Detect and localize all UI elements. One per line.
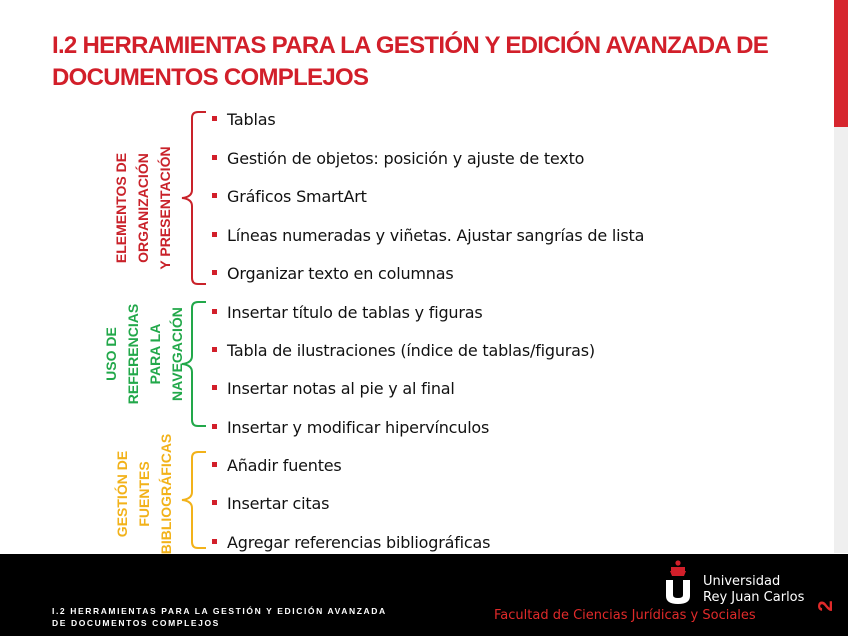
university-logo-icon — [660, 558, 696, 606]
bullet-icon — [212, 232, 217, 237]
group-label-line: PARA LA — [147, 323, 163, 385]
list-item-text: Agregar referencias bibliográficas — [227, 533, 491, 552]
list-item-text: Tabla de ilustraciones (índice de tablas/figuras) — [227, 341, 595, 360]
bullet-icon — [212, 500, 217, 505]
brace-organizacion — [174, 110, 210, 286]
list-item-text: Gestión de objetos: posición y ajuste de texto — [227, 149, 585, 168]
right-edge-strip — [834, 127, 848, 553]
footer-caption-line: DE DOCUMENTOS COMPLEJOS — [52, 618, 220, 628]
group-label-line: REFERENCIAS — [125, 303, 141, 405]
group-label-line: Y PRESENTACIÓN — [157, 146, 173, 270]
group-label-line: BIBLIOGRÁFICAS — [158, 433, 174, 555]
bullet-icon — [212, 116, 217, 121]
group-label-line: ORGANIZACIÓN — [135, 153, 151, 263]
list-item-text: Añadir fuentes — [227, 456, 342, 475]
list-item — [212, 339, 595, 363]
list-item-text: Insertar y modificar hipervínculos — [227, 418, 490, 437]
footer-caption-line: I.2 HERRAMIENTAS PARA LA GESTIÓN Y EDICIÓN AVANZADA — [52, 606, 387, 616]
list-item-text: Organizar texto en columnas — [227, 264, 454, 283]
footer-caption — [52, 605, 387, 629]
group-label-line: GESTIÓN DE — [114, 450, 130, 538]
bullet-icon — [212, 155, 217, 160]
bullet-icon — [212, 462, 217, 467]
group-label-organizacion — [110, 128, 176, 288]
group-label-bibliografia — [111, 424, 177, 564]
bullet-icon — [212, 424, 217, 429]
group-label-line: NAVEGACIÓN — [169, 307, 185, 401]
group-label-line: USO DE — [103, 327, 119, 381]
faculty-name: Facultad de Ciencias Jurídicas y Sociales — [494, 608, 756, 623]
bullet-icon — [212, 347, 217, 352]
list-item — [212, 531, 490, 555]
bullet-icon — [212, 385, 217, 390]
list-item — [212, 185, 367, 209]
list-item-text: Insertar notas al pie y al final — [227, 379, 455, 398]
list-item — [212, 262, 453, 286]
university-name-line: Universidad — [703, 574, 781, 589]
bullet-icon — [212, 539, 217, 544]
list-item-text: Insertar título de tablas y figuras — [227, 303, 483, 322]
list-item — [212, 416, 489, 440]
university-name-line: Rey Juan Carlos — [703, 590, 805, 605]
bullet-icon — [212, 193, 217, 198]
list-item-text: Gráficos SmartArt — [227, 187, 367, 206]
list-item-text: Tablas — [227, 110, 276, 129]
page-number: 2 — [815, 600, 837, 612]
bullet-icon — [212, 270, 217, 275]
list-item — [212, 224, 644, 248]
brace-bibliografia — [174, 450, 210, 550]
university-name — [703, 574, 804, 606]
brace-referencias — [174, 300, 210, 428]
slide-title: I.2 HERRAMIENTAS PARA LA GESTIÓN Y EDICIÓN AVANZADA DE DOCUMENTOS COMPLEJOS — [52, 32, 769, 91]
group-label-line: ELEMENTOS DE — [113, 152, 129, 264]
group-label-line: FUENTES — [136, 461, 152, 527]
list-item — [212, 301, 482, 325]
list-item — [212, 454, 342, 478]
bullet-icon — [212, 309, 217, 314]
accent-bar — [834, 0, 848, 127]
list-item — [212, 492, 329, 516]
list-item — [212, 147, 584, 171]
list-item-text: Insertar citas — [227, 494, 330, 513]
list-item — [212, 377, 455, 401]
list-item — [212, 108, 275, 132]
list-item-text: Líneas numeradas y viñetas. Ajustar sangrías de lista — [227, 226, 645, 245]
